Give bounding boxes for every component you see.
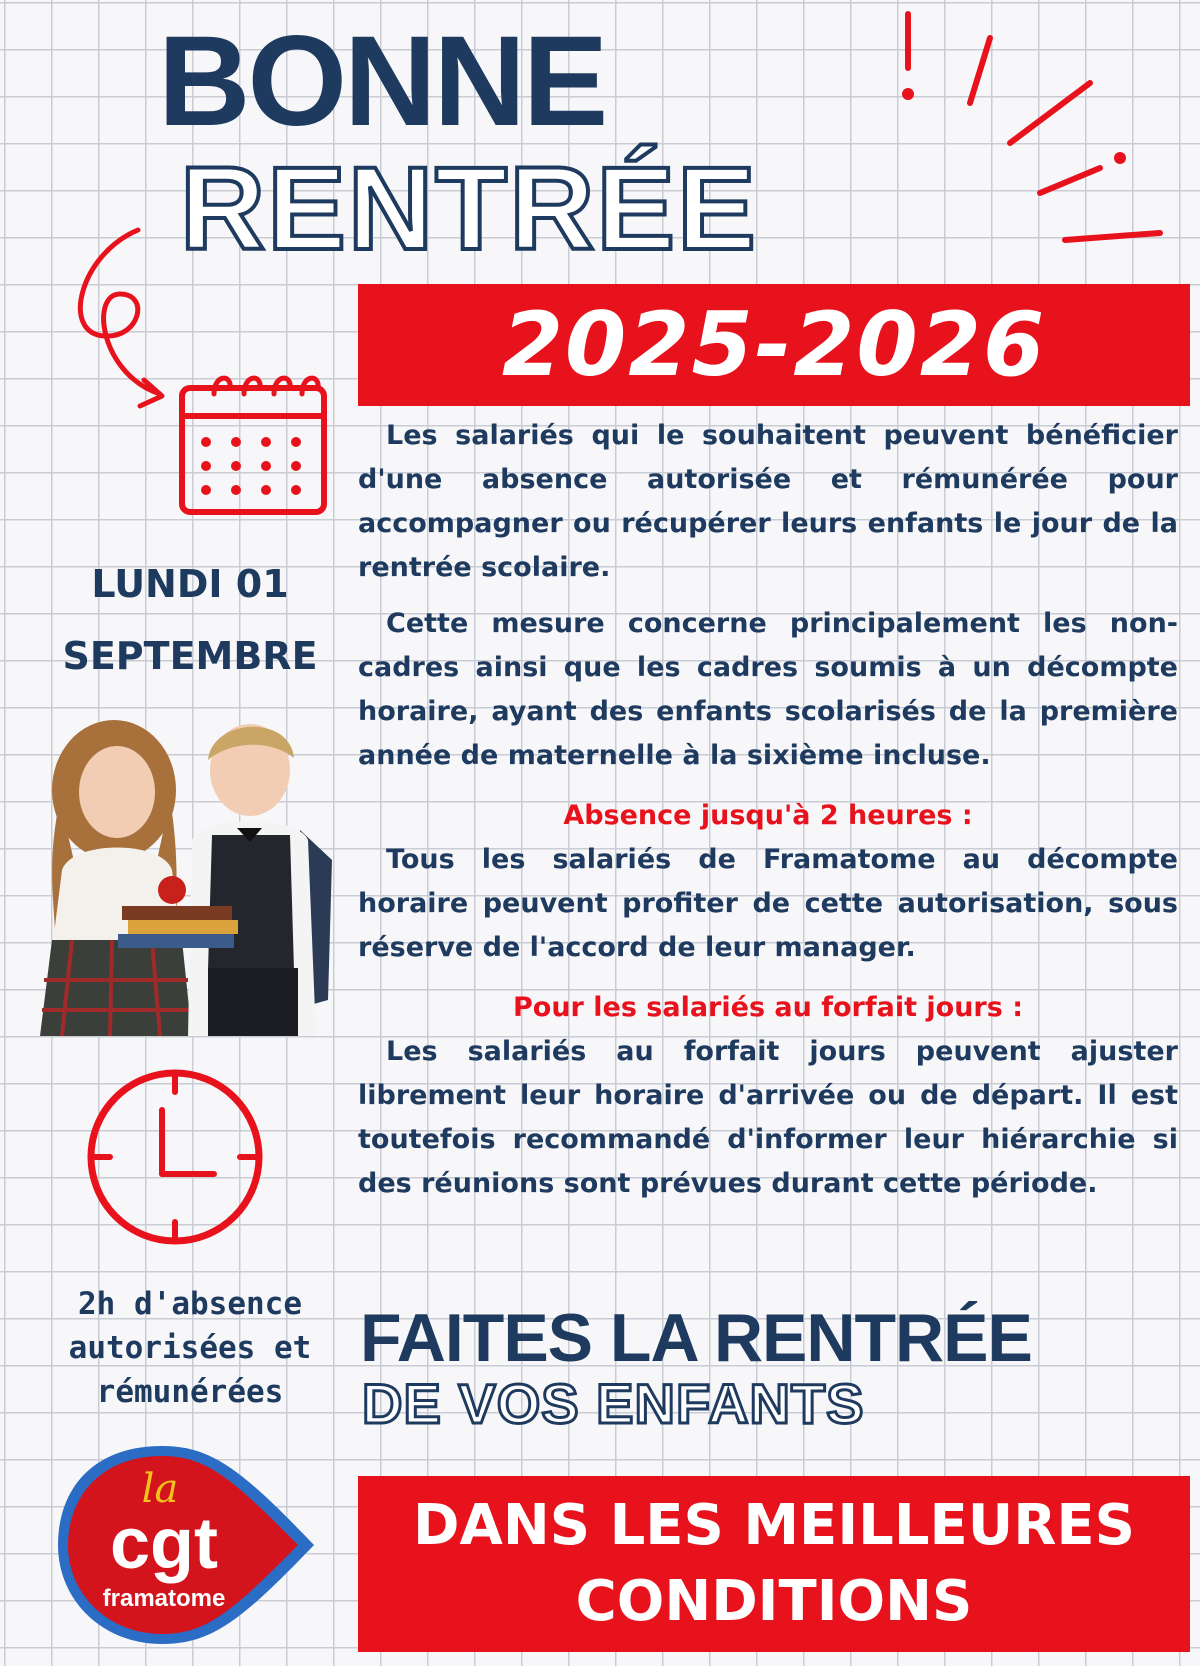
title-rentree: RENTRÉE xyxy=(180,143,758,275)
side-note-line-3: rémunérées xyxy=(96,1374,284,1410)
burst-lines-icon xyxy=(880,8,1180,248)
clock-icon xyxy=(80,1062,270,1252)
date-line-1: LUNDI 01 xyxy=(91,562,289,606)
subheading-absence: Absence jusqu'à 2 heures : xyxy=(563,800,973,831)
subheading-forfait: Pour les salariés au forfait jours : xyxy=(512,992,1024,1023)
paragraph-2: Cette mesure concerne principalement les non-cadres ainsi que les cadres soumis à un décompte horaire, ayant des enfants scolarisés de la première année de maternelle à la sixième incluse. xyxy=(358,608,1178,771)
paragraph-1: Les salariés qui le souhaitent peuvent bénéficier d'une absence autorisée et rémunérée pour accompagner ou récupérer leurs enfants le jour de la rentrée scolaire. xyxy=(358,420,1178,583)
curved-arrow-icon xyxy=(60,224,190,424)
logo-sub: framatome xyxy=(102,1585,226,1612)
paragraph-4: Les salariés au forfait jours peuvent ajuster librement leur horaire d'arrivée ou de départ. Il est toutefois recommandé d'informer leur hiérarchie si des réunions sont prévues durant cette période. xyxy=(358,1036,1178,1199)
date-label xyxy=(40,548,340,692)
side-note-line-1: 2h d'absence xyxy=(78,1286,302,1322)
cgt-logo xyxy=(52,1440,322,1650)
logo-script: la xyxy=(141,1466,179,1512)
paragraph-3: Tous les salariés de Framatome au décompte horaire peuvent profiter de cette autorisation, sous réserve de l'accord de leur manager. xyxy=(358,844,1178,963)
bottom-banner xyxy=(358,1476,1190,1652)
bottom-banner-line-1: DANS LES MEILLEURES xyxy=(413,1493,1135,1558)
cta-line-2: DE VOS ENFANTS xyxy=(362,1372,865,1435)
year-banner: 2025-2026 xyxy=(358,284,1190,406)
title-bonne: BONNE xyxy=(158,10,606,153)
calendar-icon xyxy=(174,360,334,520)
side-note-line-2: autorisées et xyxy=(68,1330,312,1366)
bottom-banner-line-2: CONDITIONS xyxy=(575,1569,973,1634)
date-line-2: SEPTEMBRE xyxy=(62,634,318,678)
logo-main: cgt xyxy=(110,1504,218,1584)
body-text xyxy=(358,414,1178,1218)
children-image xyxy=(32,710,342,1036)
cta-line-1: FAITES LA RENTRÉE xyxy=(360,1300,1032,1376)
side-note xyxy=(30,1282,350,1414)
